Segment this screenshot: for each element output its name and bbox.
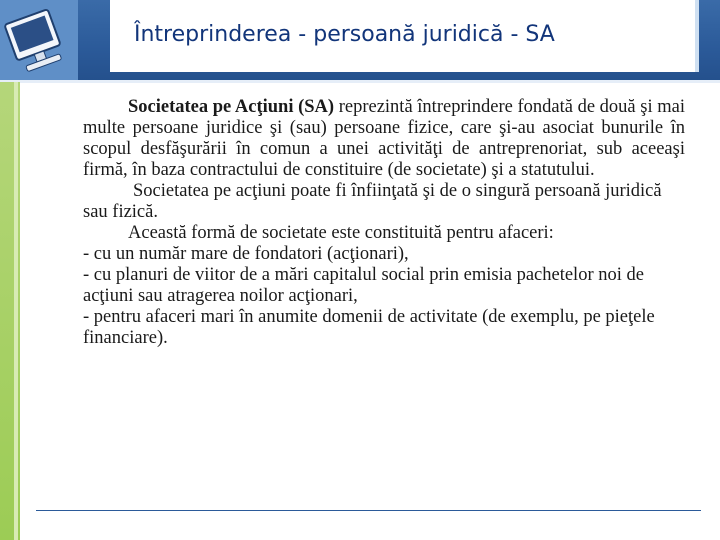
left-accent-highlight (14, 82, 18, 540)
footer-divider (36, 510, 701, 511)
paragraph-single-founder: Societatea pe acţiuni poate fi înfiinţată şi de o singură persoană juridică sau fizică. (83, 181, 662, 222)
title-accent-bar (695, 0, 699, 72)
slide-body (83, 97, 685, 349)
definition-text: reprezintă întreprindere fondată de două şi mai multe persoane juridice şi (sau) persoane fizice, care şi-au asociat bunurile în scopul desfăşurării în comun a unei activităţi de antreprenoriat, sub aceeaşi firmă, în baza contractului de constituire (de societate) şi a statutului. (83, 97, 685, 180)
list-item: - cu planuri de viitor de a mări capitalul social prin emisia pachetelor noi de acţiuni sau atragerea noilor acţionari, (83, 265, 644, 306)
list-item: - cu un număr mare de fondatori (acţionari), (83, 244, 409, 264)
slide-title: Întreprinderea - persoană juridică - SA (134, 22, 555, 47)
logo-panel (0, 0, 78, 82)
paragraph-purpose: Această formă de societate este constituită pentru afaceri: (128, 223, 554, 243)
header-divider (0, 80, 720, 83)
term-bold: Societatea pe Acţiuni (SA) (128, 97, 335, 117)
list-item: - pentru afaceri mari în anumite domenii de activitate (de exemplu, pe pieţele financiare). (83, 307, 655, 348)
computer-monitor-icon (0, 0, 78, 82)
paragraph-definition (83, 97, 685, 181)
